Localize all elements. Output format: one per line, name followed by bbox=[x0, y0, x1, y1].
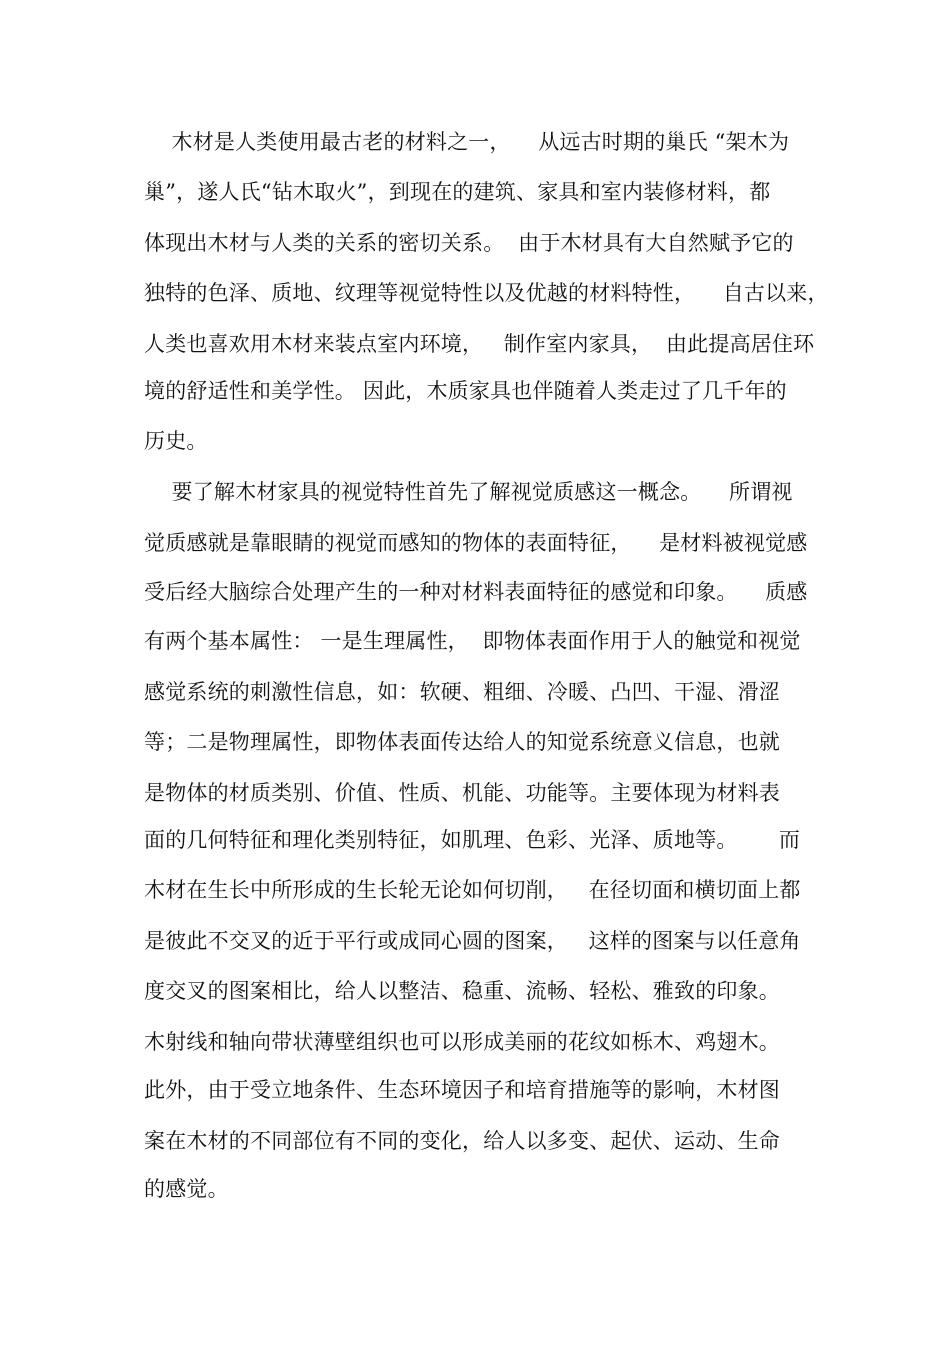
text-line: 等；二是物理属性，即物体表面传达给人的知觉系统意义信息，也就 bbox=[144, 730, 780, 754]
text-line: 木材是人类使用最古老的材料之一， 从远古时期的巢氏 “架木为 bbox=[144, 130, 790, 154]
text-line: 感觉系统的刺激性信息，如：软硬、粗细、冷暖、凸凹、干湿、滑涩 bbox=[144, 680, 780, 704]
text-line: 木射线和轴向带状薄壁组织也可以形成美丽的花纹如栎木、鸡翅木。 bbox=[144, 1030, 780, 1054]
text-line: 人类也喜欢用木材来装点室内环境， 制作室内家具， 由此提高居住环 bbox=[144, 332, 815, 356]
text-line: 面的几何特征和理化类别特征，如肌理、色彩、光泽、质地等。 而 bbox=[144, 828, 801, 852]
text-line: 要了解木材家具的视觉特性首先了解视觉质感这一概念。 所谓视 bbox=[144, 480, 793, 504]
text-line: 木材在生长中所形成的生长轮无论如何切削， 在径切面和横切面上都 bbox=[144, 878, 801, 902]
text-line: 案在木材的不同部位有不同的变化，给人以多变、起伏、运动、生命 bbox=[144, 1129, 780, 1153]
text-line: 是物体的材质类别、价值、性质、机能、功能等。主要体现为材料表 bbox=[144, 781, 780, 805]
text-line: 境的舒适性和美学性。 因此，木质家具也伴随着人类走过了几千年的 bbox=[144, 379, 787, 403]
text-line: 受后经大脑综合处理产生的一种对材料表面特征的感觉和印象。 质感 bbox=[144, 580, 808, 604]
text-line: 独特的色泽、质地、纹理等视觉特性以及优越的材料特性， 自古以来， bbox=[144, 281, 829, 305]
text-line: 觉质感就是靠眼睛的视觉而感知的物体的表面特征， 是材料被视觉感 bbox=[144, 531, 808, 555]
text-line: 度交叉的图案相比，给人以整洁、稳重、流畅、轻松、雅致的印象。 bbox=[144, 979, 780, 1003]
text-line: 有两个基本属性： 一是生理属性， 即物体表面作用于人的触觉和视觉 bbox=[144, 629, 801, 653]
text-line: 是彼此不交叉的近于平行或成同心圆的图案， 这样的图案与以任意角 bbox=[144, 929, 801, 953]
text-line: 此外，由于受立地条件、生态环境因子和培育措施等的影响，木材图 bbox=[144, 1078, 780, 1102]
text-line: 体现出木材与人类的关系的密切关系。 由于木材具有大自然赋予它的 bbox=[144, 231, 794, 255]
text-line: 的感觉。 bbox=[144, 1177, 229, 1201]
text-line: 巢”，遂人氏“钻木取火”，到现在的建筑、家具和室内装修材料，都 bbox=[144, 180, 771, 204]
text-line: 历史。 bbox=[144, 429, 208, 453]
